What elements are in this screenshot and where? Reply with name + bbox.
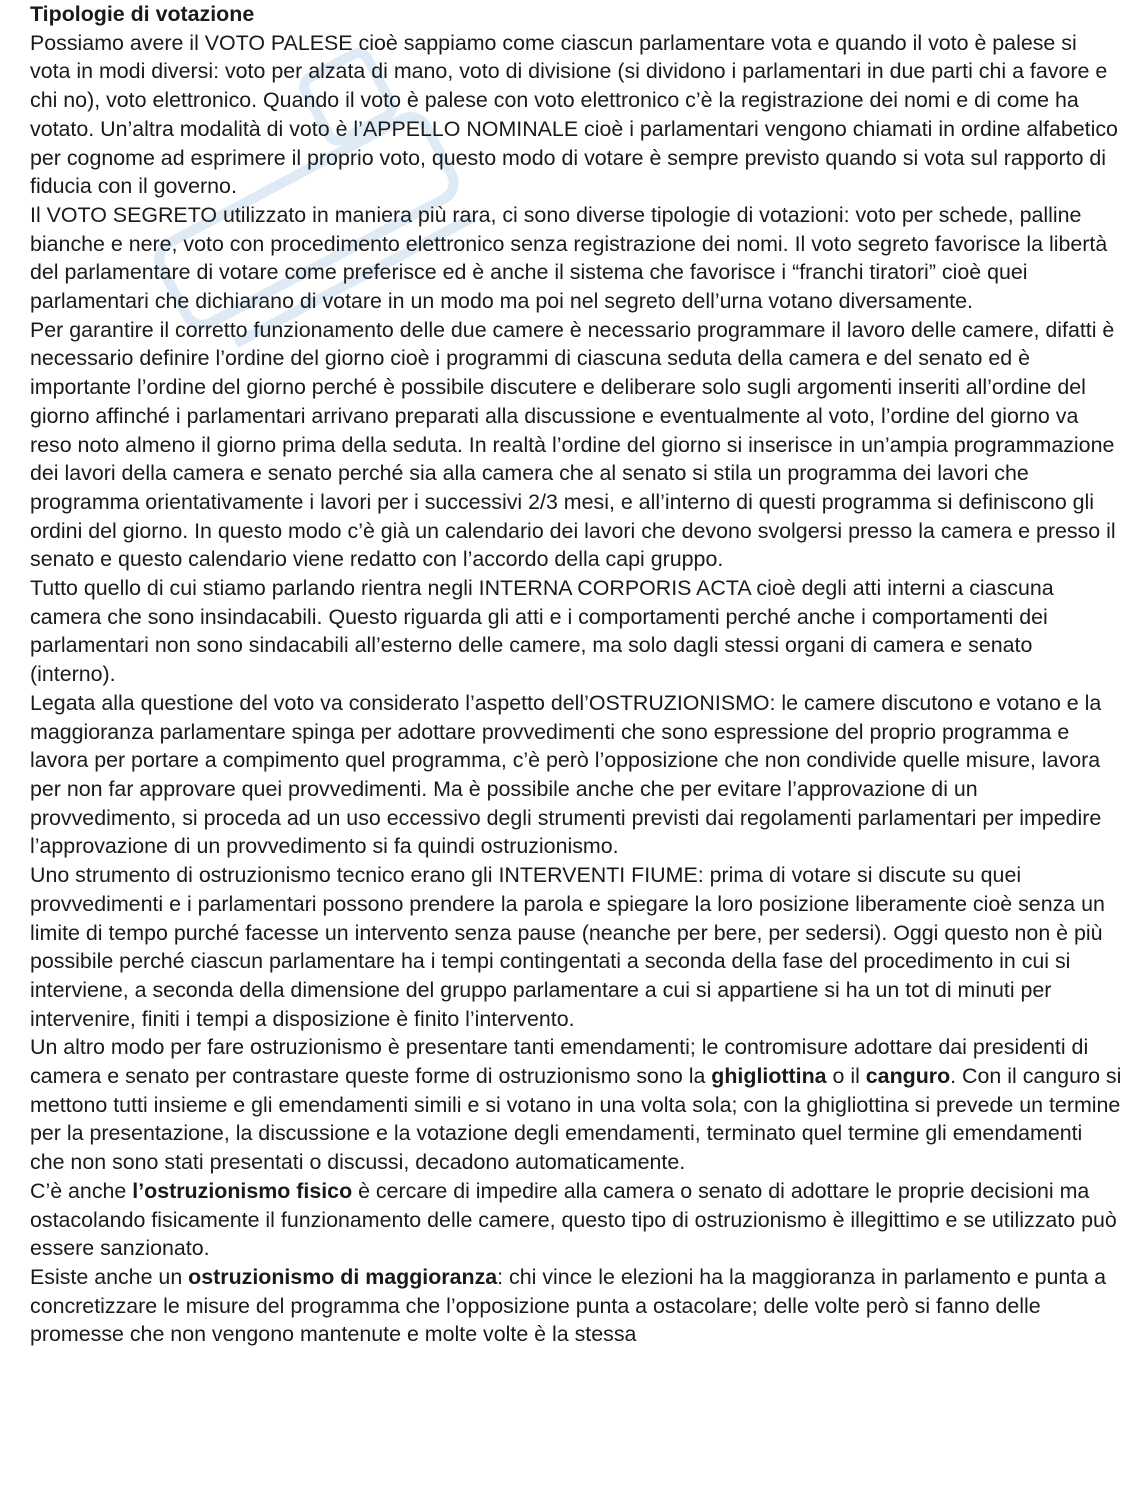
bold-term-canguro: canguro [865,1064,951,1089]
paragraph-interna-corporis: Tutto quello di cui stiamo parlando rientra negli INTERNA CORPORIS ACTA cioè degli atti interni a ciascuna camera che sono insindacabili. Questo riguarda gli atti e i comportamenti perché anche i comportamenti dei parlamentari non sono sindacabili all’esterno delle camere, ma solo dagli stessi organi di camera e senato (interno). [30,576,1054,687]
paragraph-interventi-fiume: Uno strumento di ostruzionismo tecnico erano gli INTERVENTI FIUME: prima di votare si discute su quei provvedimenti e i parlamentari possono prendere la parola e spiegare la loro posizione liberamente cioè senza un limite di tempo purché facesse un intervento senza pause (neanche per bere, per sedersi). Oggi questo non è più possibile perché ciascun parlamentare ha i tempi contingentati a seconda della fase del procedimento in cui si interviene, a seconda della dimensione del gruppo parlamentare a cui si appartiene si ha un tot di minuti per intervenire, finiti i tempi a disposizione è finito l’intervento. [30,863,1105,1031]
bold-term-ghigliottina: ghigliottina [711,1064,827,1089]
document-body [30,0,1122,1349]
paragraph-voto-palese: Possiamo avere il VOTO PALESE cioè sappiamo come ciascun parlamentare vota e quando il voto è palese si vota in modi diversi: voto per alzata di mano, voto di divisione (si dividono i parlamentari in due parti chi a favore e chi no), voto elettronico. Quando il voto è palese con voto elettronico c’è la registrazione dei nomi e di come ha votato. Un’altra modalità di voto è l’APPELLO NOMINALE cioè i parlamentari vengono chiamati in ordine alfabetico per cognome ad esprimere il proprio voto, questo modo di votare è sempre previsto quando si vota sul rapporto di fiducia con il governo. [30,30,1118,199]
paragraph-ostruzionismo: Legata alla questione del voto va considerato l’aspetto dell’OSTRUZIONISMO: le camere discutono e votano e la maggioranza parlamentare spinga per adottare provvedimenti che sono espressione del proprio programma e lavora per portare a compimento quel programma, c’è però l’opposizione che non condivide quelle misure, lavora per non far approvare quei provvedimenti. Ma è possibile anche che per evitare l’approvazione di un provvedimento, si proceda ad un uso eccessivo degli strumenti previsti dai regolamenti parlamentari per impedire l’approvazione di un provvedimento si fa quindi ostruzionismo. [30,690,1102,859]
bold-term-ostruzionismo-maggioranza: ostruzionismo di maggioranza [188,1264,498,1289]
paragraph-ordine-del-giorno: Per garantire il corretto funzionamento delle due camere è necessario programmare il lavoro delle camere, difatti è necessario definire l’ordine del giorno cioè i programmi di ciascuna seduta della camera e del senato ed è importante l’ordine del giorno perché è possibile discutere e deliberare solo sugli argomenti inseriti all’ordine del giorno affinché i parlamentari arrivano preparati alla discussione e eventualmente al voto, l’ordine del giorno va reso noto almeno il giorno prima della seduta. In realtà l’ordine del giorno si inserisce in un’ampia programmazione dei lavori della camera e senato perché sia alla camera che al senato si stila un programma dei lavori che programma orientativamente i lavori per i successivi 2/3 mesi, e all’interno di questi programma si definiscono gli ordini del giorno. In questo modo c’è già un calendario dei lavori che devono svolgersi presso la camera e presso il senato e questo calendario viene redatto con l’accordo della capi gruppo. [30,317,1116,572]
paragraph-voto-segreto: Il VOTO SEGRETO utilizzato in maniera più rara, ci sono diverse tipologie di votazioni: voto per schede, palline bianche e nere, voto con procedimento elettronico senza registrazione dei nomi. Il voto segreto favorisce la libertà del parlamentare di votare come preferisce ed è anche il sistema che favorisce i “franchi tiratori” cioè quei parlamentari che dichiarano di votare in un modo ma poi nel segreto dell’urna votano diversamente. [30,202,1108,314]
bold-term-ostruzionismo-fisico: l’ostruzionismo fisico [132,1178,353,1203]
section-heading: Tipologie di votazione [30,2,255,26]
paragraph-ostruzionismo-fisico: C’è anche l’ostruzionismo fisico è cercare di impedire alla camera o senato di adottare le proprie decisioni ma ostacolando fisicamente il funzionamento delle camere, questo tipo di ostruzionismo è illegittimo e se utilizzato può essere sanzionato. [30,1178,1117,1261]
paragraph-emendamenti: Un altro modo per fare ostruzionismo è presentare tanti emendamenti; le contromisure adottare dai presidenti di camera e senato per contrastare queste forme di ostruzionismo sono la ghigliottina o il canguro. Con il canguro si mettono tutti insieme e gli emendamenti simili e si votano in una volta sola; con la ghigliottina si prevede un termine per la presentazione, la discussione e la votazione degli emendamenti, terminato quel termine gli emendamenti che non sono stati presentati o discussi, decadono automaticamente. [30,1035,1122,1175]
paragraph-ostruzionismo-maggioranza: Esiste anche un ostruzionismo di maggioranza: chi vince le elezioni ha la maggioranza in parlamento e punta a concretizzare le misure del programma che l’opposizione punta a ostacolare; delle volte però si fanno delle promesse che non vengono mantenute e molte volte è la stessa [30,1264,1106,1347]
